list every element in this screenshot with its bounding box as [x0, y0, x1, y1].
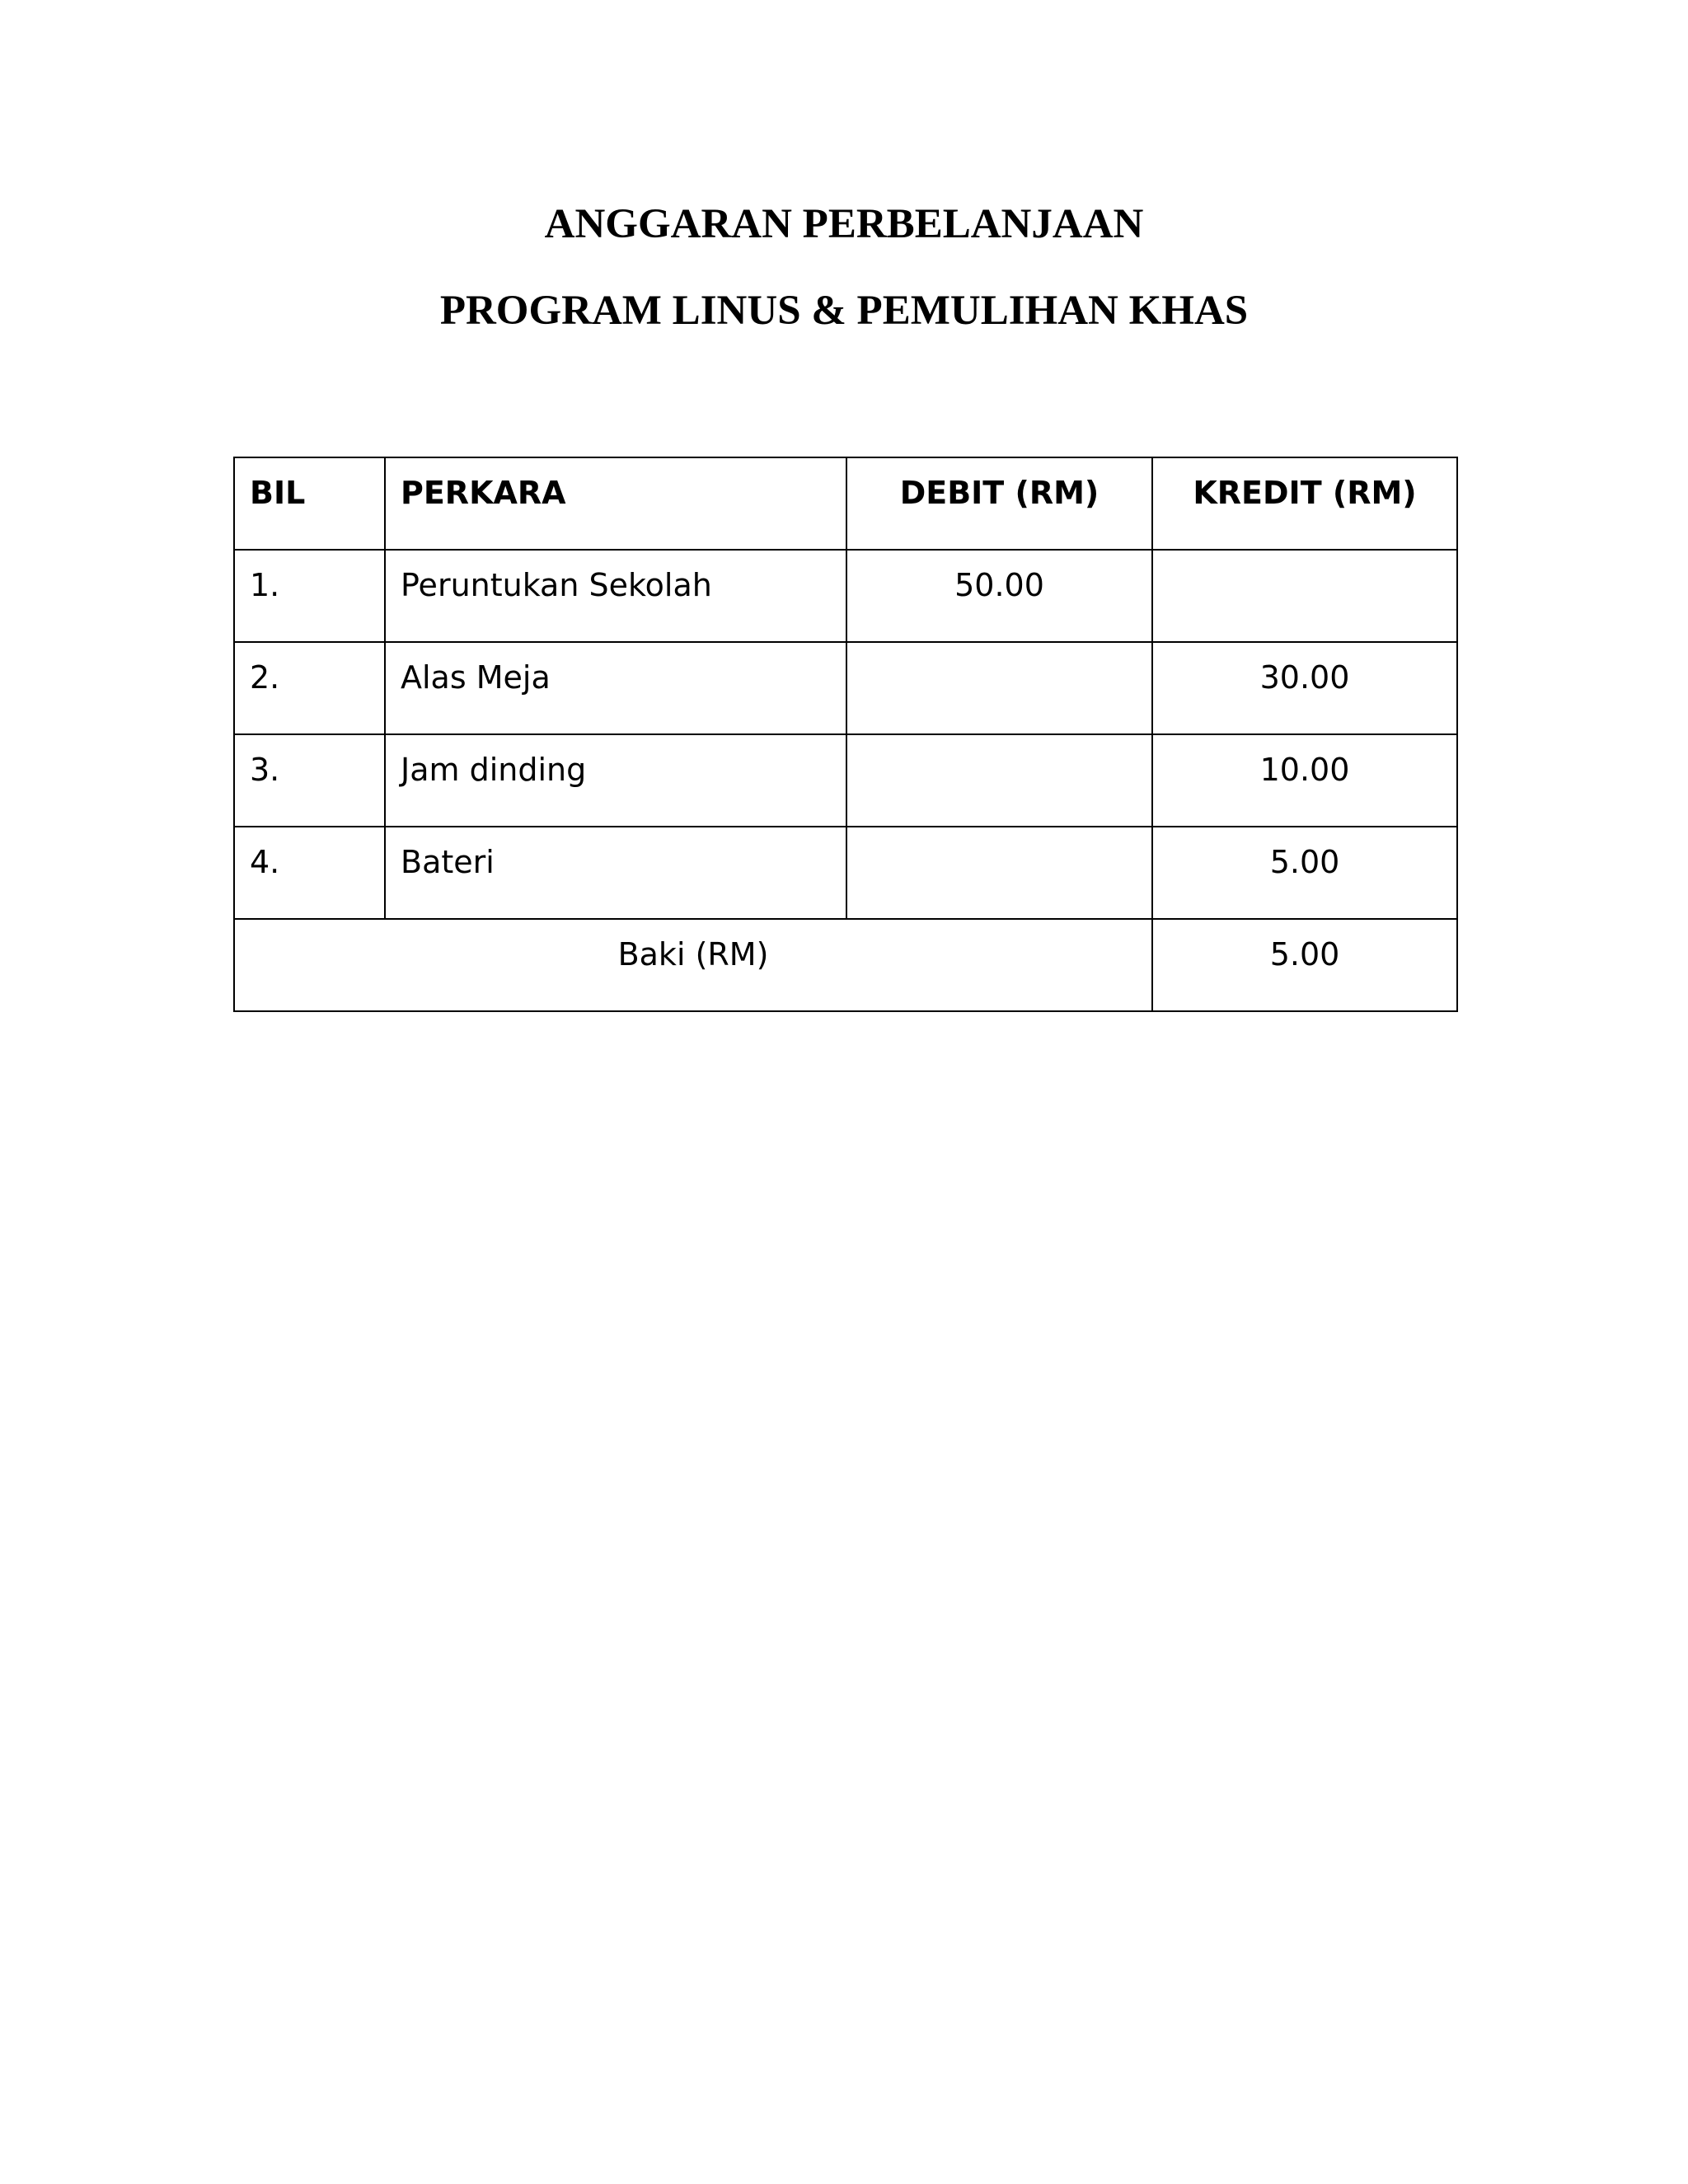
cell-perkara: Bateri [385, 827, 846, 919]
budget-table [233, 457, 1458, 1012]
header-debit: DEBIT (RM) [846, 457, 1152, 550]
document-subtitle: PROGRAM LINUS & PEMULIHAN KHAS [439, 288, 1249, 334]
cell-bil: 1. [234, 550, 385, 642]
document-title: ANGGARAN PERBELANJAAN [544, 201, 1144, 247]
table-row [234, 827, 1457, 919]
cell-bil: 3. [234, 734, 385, 827]
cell-kredit: 10.00 [1152, 734, 1457, 827]
table-row [234, 550, 1457, 642]
cell-kredit [1152, 550, 1457, 642]
header-perkara: PERKARA [385, 457, 846, 550]
cell-perkara: Peruntukan Sekolah [385, 550, 846, 642]
cell-debit [846, 734, 1152, 827]
cell-perkara: Alas Meja [385, 642, 846, 734]
cell-bil: 4. [234, 827, 385, 919]
header-kredit: KREDIT (RM) [1152, 457, 1457, 550]
table-row [234, 642, 1457, 734]
table-row [234, 734, 1457, 827]
cell-debit [846, 642, 1152, 734]
cell-kredit: 30.00 [1152, 642, 1457, 734]
cell-perkara: Jam dinding [385, 734, 846, 827]
balance-label: Baki (RM) [234, 919, 1152, 1011]
table-header-row [234, 457, 1457, 550]
header-bil: BIL [234, 457, 385, 550]
balance-row [234, 919, 1457, 1011]
cell-debit: 50.00 [846, 550, 1152, 642]
cell-kredit: 5.00 [1152, 827, 1457, 919]
cell-bil: 2. [234, 642, 385, 734]
balance-value: 5.00 [1152, 919, 1457, 1011]
cell-debit [846, 827, 1152, 919]
